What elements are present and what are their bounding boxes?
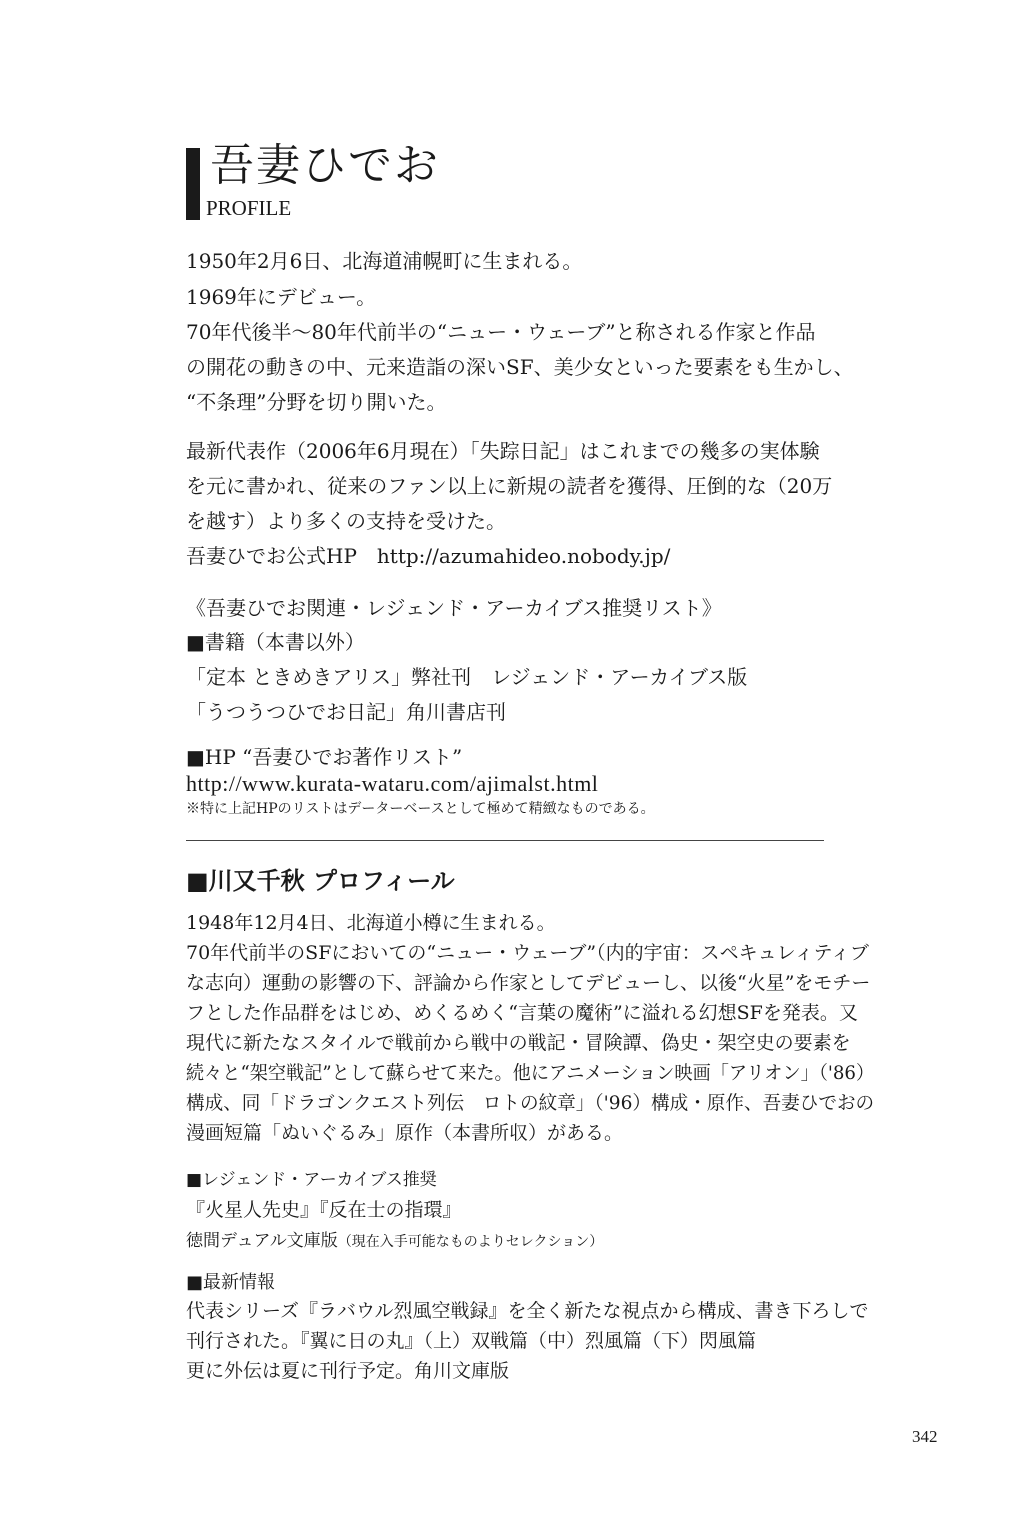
news-line: 刊行された。『翼に日の丸』（上）双戦篇（中）烈風篇（下）閃風篇 xyxy=(186,1330,757,1352)
azuma-bio-line: 1950年2月6日、北海道浦幌町に生まれる。 xyxy=(186,249,583,273)
recommended-list-heading: 《吾妻ひでお関連・レジェンド・アーカイブス推奨リスト》 xyxy=(186,596,722,620)
recommended-edition-name: 徳間デュアル文庫版 xyxy=(186,1231,338,1251)
kawamata-bio-line: 1948年12月4日、北海道小樽に生まれる。 xyxy=(186,912,556,934)
recommendation-heading: ■レジェンド・アーカイブス推奨 xyxy=(186,1170,437,1190)
kawamata-bio-line: 現代に新たなスタイルで戦前から戦中の戦記・冒険譚、偽史・架空史の要素を xyxy=(186,1032,851,1054)
page-subtitle: PROFILE xyxy=(206,196,292,220)
news-line: 代表シリーズ『ラバウル烈風空戦録』を全く新たな視点から構成、書き下ろしで xyxy=(186,1300,869,1322)
azuma-bio-line: “不条理”分野を切り開いた。 xyxy=(186,390,447,414)
recommended-edition-note: （現在入手可能なものよりセレクション） xyxy=(337,1234,604,1250)
book-item: 「定本 ときめきアリス」弊社刊 レジェンド・アーカイブス版 xyxy=(186,665,748,689)
azuma-works-line: 最新代表作（2006年6月現在）「失踪日記」はこれまでの幾多の実体験 xyxy=(186,439,820,463)
books-heading: ■書籍（本書以外） xyxy=(186,630,365,654)
kawamata-bio-line: フとした作品群をはじめ、めくるめく“言葉の魔術”に溢れる幻想SFを発表。又 xyxy=(186,1002,858,1024)
hp-list-url[interactable]: http://www.kurata-wataru.com/ajimalst.html xyxy=(186,771,599,796)
kawamata-heading: ■川又千秋 プロフィール xyxy=(186,866,455,895)
kawamata-bio-line: 構成、同「ドラゴンクエスト列伝 ロトの紋章」（'96）構成・原作、吾妻ひでおの xyxy=(186,1092,875,1114)
kawamata-bio-line: な志向）運動の影響の下、評論から作家としてデビューし、以後“火星”をモチー xyxy=(186,972,871,994)
azuma-hp-link[interactable]: 吾妻ひでお公式HP http://azumahideo.nobody.jp/ xyxy=(186,544,671,568)
page-number: 342 xyxy=(912,1427,938,1446)
azuma-bio-line: 70年代後半～80年代前半の“ニュー・ウェーブ”と称される作家と作品 xyxy=(186,320,816,344)
recommended-edition xyxy=(186,1227,603,1255)
page-title: 吾妻ひでお xyxy=(210,140,440,191)
title-bar xyxy=(186,148,200,220)
section-divider xyxy=(186,840,824,841)
book-item: 「うつうつひでお日記」角川書店刊 xyxy=(186,700,506,724)
kawamata-bio-line: 続々と“架空戦記”として蘇らせて来た。他にアニメーション映画「アリオン」（'86） xyxy=(186,1062,875,1084)
news-line: 更に外伝は夏に刊行予定。角川文庫版 xyxy=(186,1360,510,1382)
hp-list-heading: ■HP “吾妻ひでお著作リスト” xyxy=(186,745,463,769)
azuma-works-line: を越す）より多くの支持を受けた。 xyxy=(186,509,506,533)
kawamata-bio-line: 70年代前半のSFにおいての“ニュー・ウェーブ”（内的宇宙：スペキュレィティブ xyxy=(186,942,869,964)
recommended-titles: 『火星人先史』『反在士の指環』 xyxy=(186,1199,462,1221)
azuma-works-line: を元に書かれ、従来のファン以上に新規の読者を獲得、圧倒的な（20万 xyxy=(186,474,833,498)
hp-list-note: ※特に上記HPのリストはデーターベースとして極めて精緻なものである。 xyxy=(186,801,655,817)
kawamata-bio-line: 漫画短篇「ぬいぐるみ」原作（本書所収）がある。 xyxy=(186,1122,624,1144)
azuma-bio-line: 1969年にデビュー。 xyxy=(186,285,377,309)
azuma-bio-line: の開花の動きの中、元来造詣の深いSF、美少女といった要素をも生かし、 xyxy=(186,355,854,379)
news-heading: ■最新情報 xyxy=(186,1272,276,1293)
